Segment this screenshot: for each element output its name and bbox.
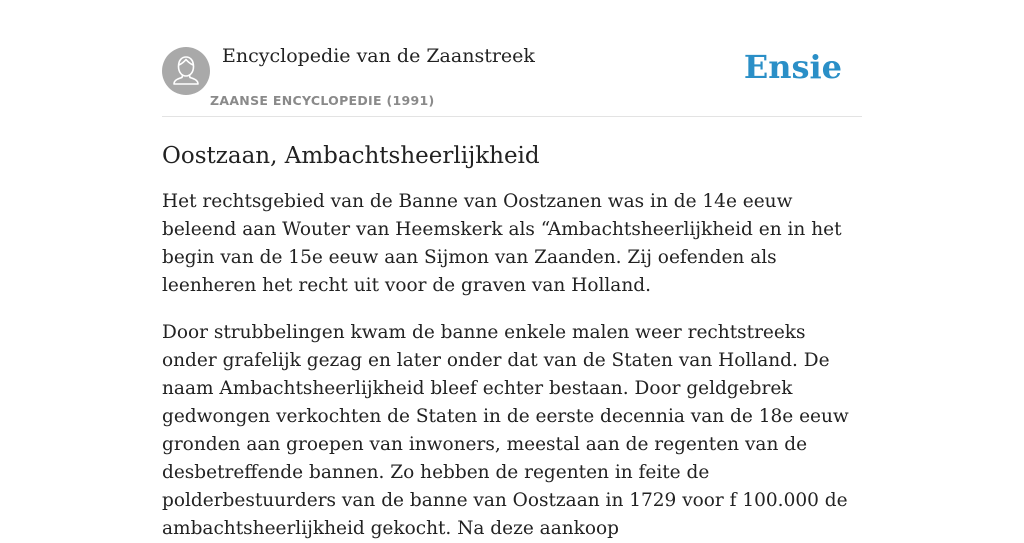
article-paragraph: Door strubbelingen kwam de banne enkele malen weer rechtstreeks onder grafelijk gezag en later onder dat van de Staten van Holland. De naam Ambachtsheerlijkheid bleef echter bestaan. Door geldgebrek gedwongen verkochten de Staten in de eerste decennia van de 18e eeuw gronden aan groepen van inwoners, meestal aan de regenten van de desbetreffende bannen. Zo hebben de regenten in feite de polderbestuurders van de banne van Oostzaan in 1729 voor f 100.000 de ambachtsheerlijkheid gekocht. Na deze aankoop <box>162 322 849 539</box>
page-header <box>162 0 862 117</box>
author-avatar[interactable] <box>162 47 210 95</box>
article-paragraph: Het rechtsgebied van de Banne van Oostzanen was in de 14e eeuw beleend aan Wouter van Heemskerk als “Ambachtsheerlijkheid en in het begin van de 15e eeuw aan Sijmon van Zaanden. Zij oefenden als leenheren het recht uit voor de graven van Holland. <box>162 191 842 296</box>
encyclopedia-source: ZAANSE ENCYCLOPEDIE (1991) <box>210 93 435 108</box>
user-silhouette-icon <box>162 47 210 95</box>
article <box>162 117 862 543</box>
encyclopedia-name[interactable]: Encyclopedie van de Zaanstreek <box>222 45 535 67</box>
article-title: Oostzaan, Ambachtsheerlijkheid <box>162 143 540 169</box>
brand-logo[interactable]: Ensie <box>743 48 842 86</box>
page <box>162 0 862 543</box>
